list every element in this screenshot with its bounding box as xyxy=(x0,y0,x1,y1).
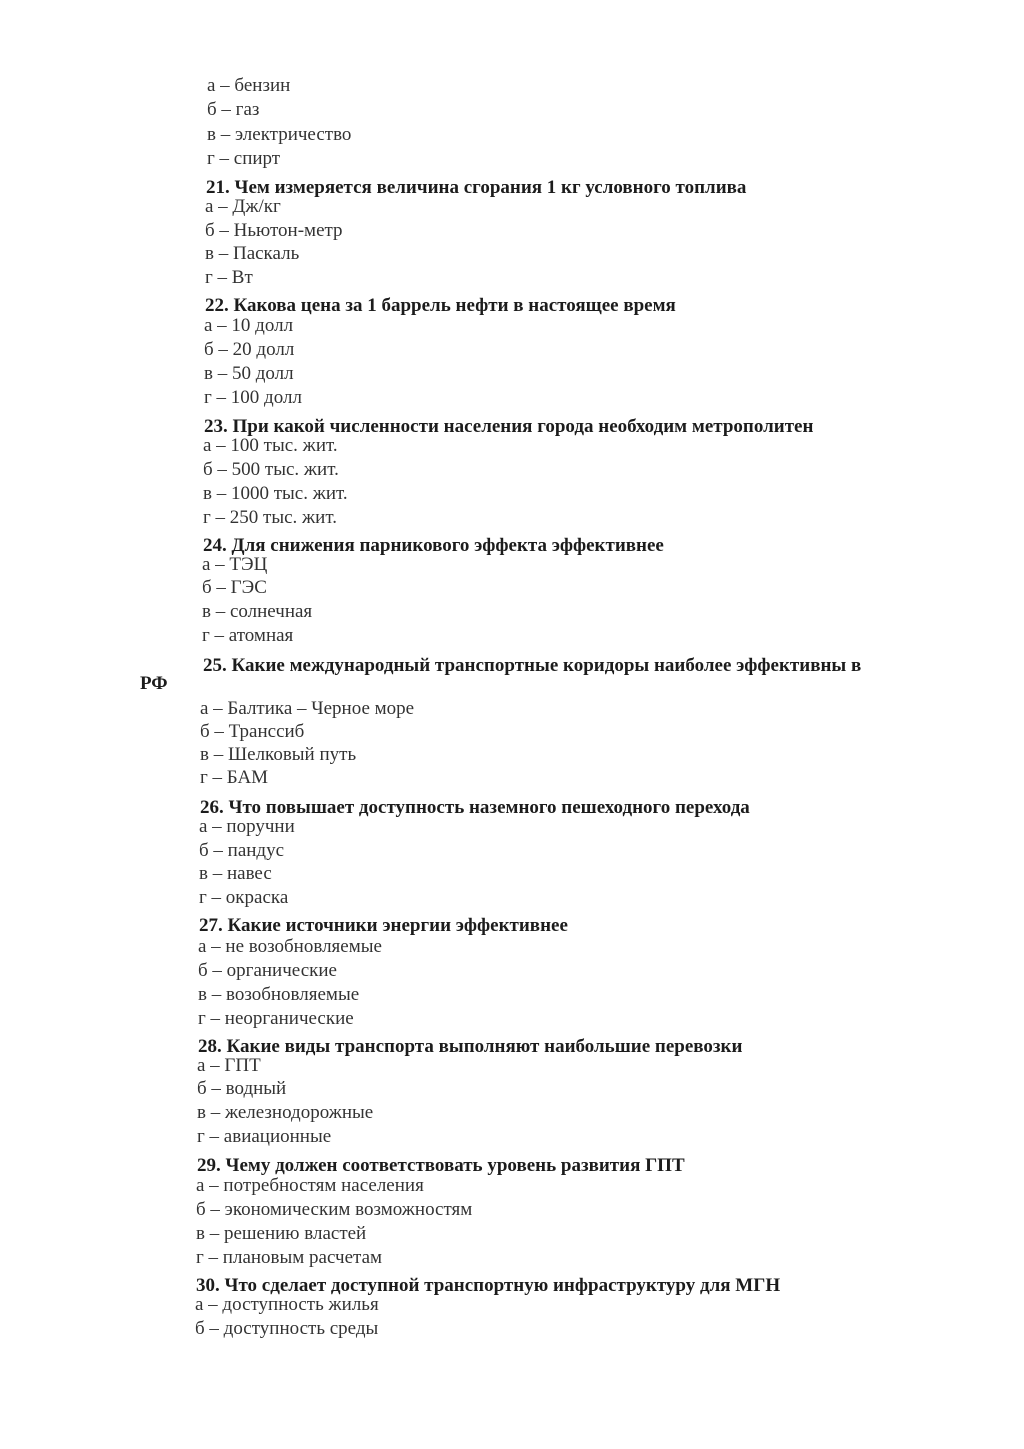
question-title: 26. Что повышает доступность наземного пешеходного перехода xyxy=(200,797,750,818)
option-line: а – бензин xyxy=(207,75,291,96)
question-title: 25. Какие международный транспортные коридоры наиболее эффективны в xyxy=(203,655,862,676)
option-line: а – доступность жилья xyxy=(195,1294,379,1315)
option-line: в – возобновляемые xyxy=(198,984,360,1005)
question-title: 21. Чем измеряется величина сгорания 1 кг условного топлива xyxy=(206,177,747,198)
option-line: б – доступность среды xyxy=(195,1318,379,1339)
option-line: а – Дж/кг xyxy=(205,196,281,217)
option-line: б – водный xyxy=(197,1078,287,1099)
option-line: в – электричество xyxy=(207,124,352,145)
option-line: г – 250 тыс. жит. xyxy=(203,507,337,528)
option-line: в – навес xyxy=(199,863,272,884)
question-title: 23. При какой численности населения города необходим метрополитен xyxy=(204,416,814,437)
question-title: 22. Какова цена за 1 баррель нефти в настоящее время xyxy=(205,295,676,316)
option-line: в – 50 долл xyxy=(204,363,294,384)
option-line: б – Ньютон-метр xyxy=(205,220,343,241)
option-line: б – 20 долл xyxy=(204,339,295,360)
option-line: г – спирт xyxy=(207,148,281,169)
option-line: б – газ xyxy=(207,99,260,120)
option-line: б – пандус xyxy=(199,840,285,861)
question-title: 30. Что сделает доступной транспортную инфраструктуру для МГН xyxy=(196,1275,781,1296)
option-line: а – потребностям населения xyxy=(196,1175,424,1196)
option-line: б – Транссиб xyxy=(200,721,305,742)
option-line: в – Шелковый путь xyxy=(200,744,357,765)
option-line: г – неорганические xyxy=(198,1008,354,1029)
option-line: а – ГПТ xyxy=(197,1055,261,1076)
option-line: г – 100 долл xyxy=(204,387,302,408)
question-title-continuation: РФ xyxy=(140,673,168,694)
option-line: в – 1000 тыс. жит. xyxy=(203,483,348,504)
option-line: б – органические xyxy=(198,960,337,981)
option-line: а – 10 долл xyxy=(204,315,294,336)
option-line: б – экономическим возможностям xyxy=(196,1199,473,1220)
question-title: 24. Для снижения парникового эффекта эффективнее xyxy=(203,535,664,556)
option-line: г – авиационные xyxy=(197,1126,332,1147)
option-line: г – плановым расчетам xyxy=(196,1247,383,1268)
option-line: г – окраска xyxy=(199,887,289,908)
option-line: в – решению властей xyxy=(196,1223,367,1244)
option-line: б – 500 тыс. жит. xyxy=(203,459,339,480)
option-line: в – солнечная xyxy=(202,601,313,622)
question-title: 28. Какие виды транспорта выполняют наибольшие перевозки xyxy=(198,1036,743,1057)
option-line: б – ГЭС xyxy=(202,577,267,598)
option-line: а – Балтика – Черное море xyxy=(200,698,415,719)
option-line: а – 100 тыс. жит. xyxy=(203,435,338,456)
option-line: г – БАМ xyxy=(200,767,269,788)
option-line: а – не возобновляемые xyxy=(198,936,382,957)
option-line: г – Вт xyxy=(205,267,253,288)
question-title: 27. Какие источники энергии эффективнее xyxy=(199,915,568,936)
option-line: а – поручни xyxy=(199,816,295,837)
option-line: г – атомная xyxy=(202,625,294,646)
option-line: а – ТЭЦ xyxy=(202,554,268,575)
option-line: в – железнодорожные xyxy=(197,1102,374,1123)
option-line: в – Паскаль xyxy=(205,243,300,264)
question-title: 29. Чему должен соответствовать уровень развития ГПТ xyxy=(197,1155,685,1176)
